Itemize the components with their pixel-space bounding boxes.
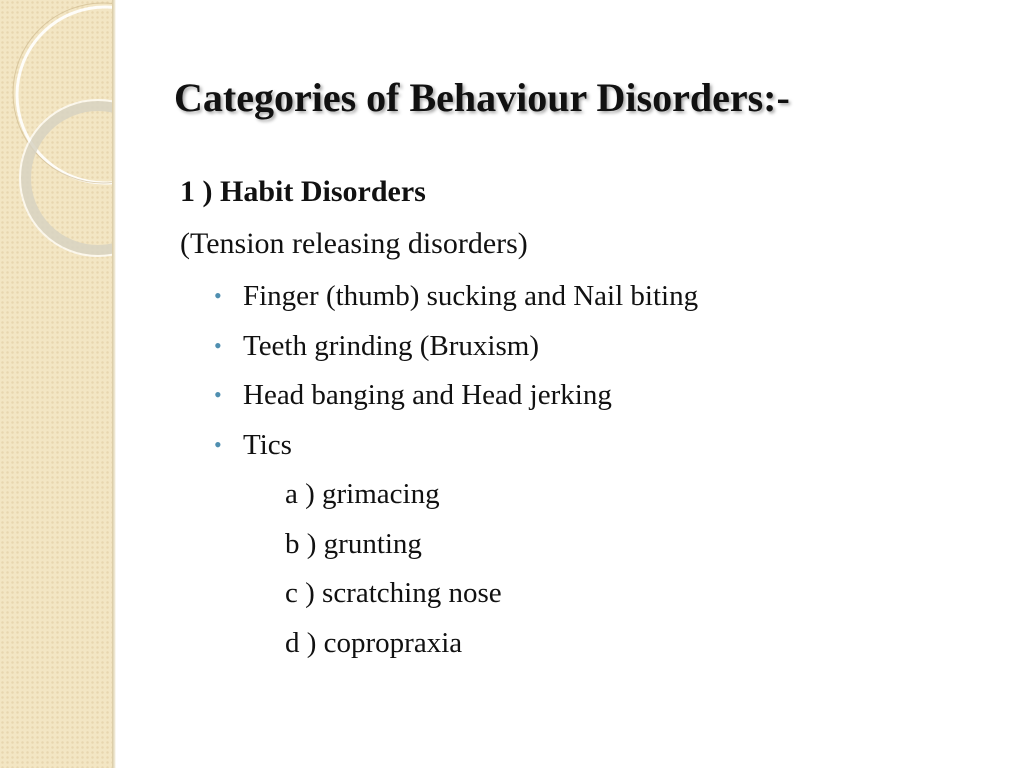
list-item: [214, 377, 698, 427]
sub-list-item: c ) scratching nose: [285, 577, 502, 610]
bullet-text: Finger (thumb) sucking and Nail biting: [243, 280, 699, 312]
bullet-icon: •: [214, 283, 222, 308]
list-item: [214, 278, 698, 328]
side-panel-edge: [112, 0, 116, 768]
slide-title: Categories of Behaviour Disorders:-: [174, 75, 790, 120]
decorative-circles: [0, 0, 112, 768]
bullet-icon: •: [214, 382, 222, 407]
bullet-text: Head banging and Head jerking: [243, 379, 612, 411]
list-item: [214, 328, 698, 378]
tics-sublist: [285, 476, 502, 674]
bullet-list: [214, 278, 698, 476]
bullet-icon: •: [214, 332, 222, 358]
deco-ring-small-highlight: [20, 100, 112, 256]
sub-list-item: a ) grimacing: [285, 478, 440, 510]
sub-list-item: d ) copropraxia: [285, 626, 463, 659]
bullet-text: Tics: [243, 428, 292, 461]
section-heading: 1 ) Habit Disorders: [180, 175, 426, 208]
section-subheading: (Tension releasing disorders): [180, 227, 528, 260]
bullet-icon: •: [214, 431, 222, 457]
sub-list-item: b ) grunting: [285, 527, 422, 560]
bullet-text: Teeth grinding (Bruxism): [243, 329, 539, 362]
decorative-side-panel: [0, 0, 112, 768]
list-item: [214, 427, 698, 477]
